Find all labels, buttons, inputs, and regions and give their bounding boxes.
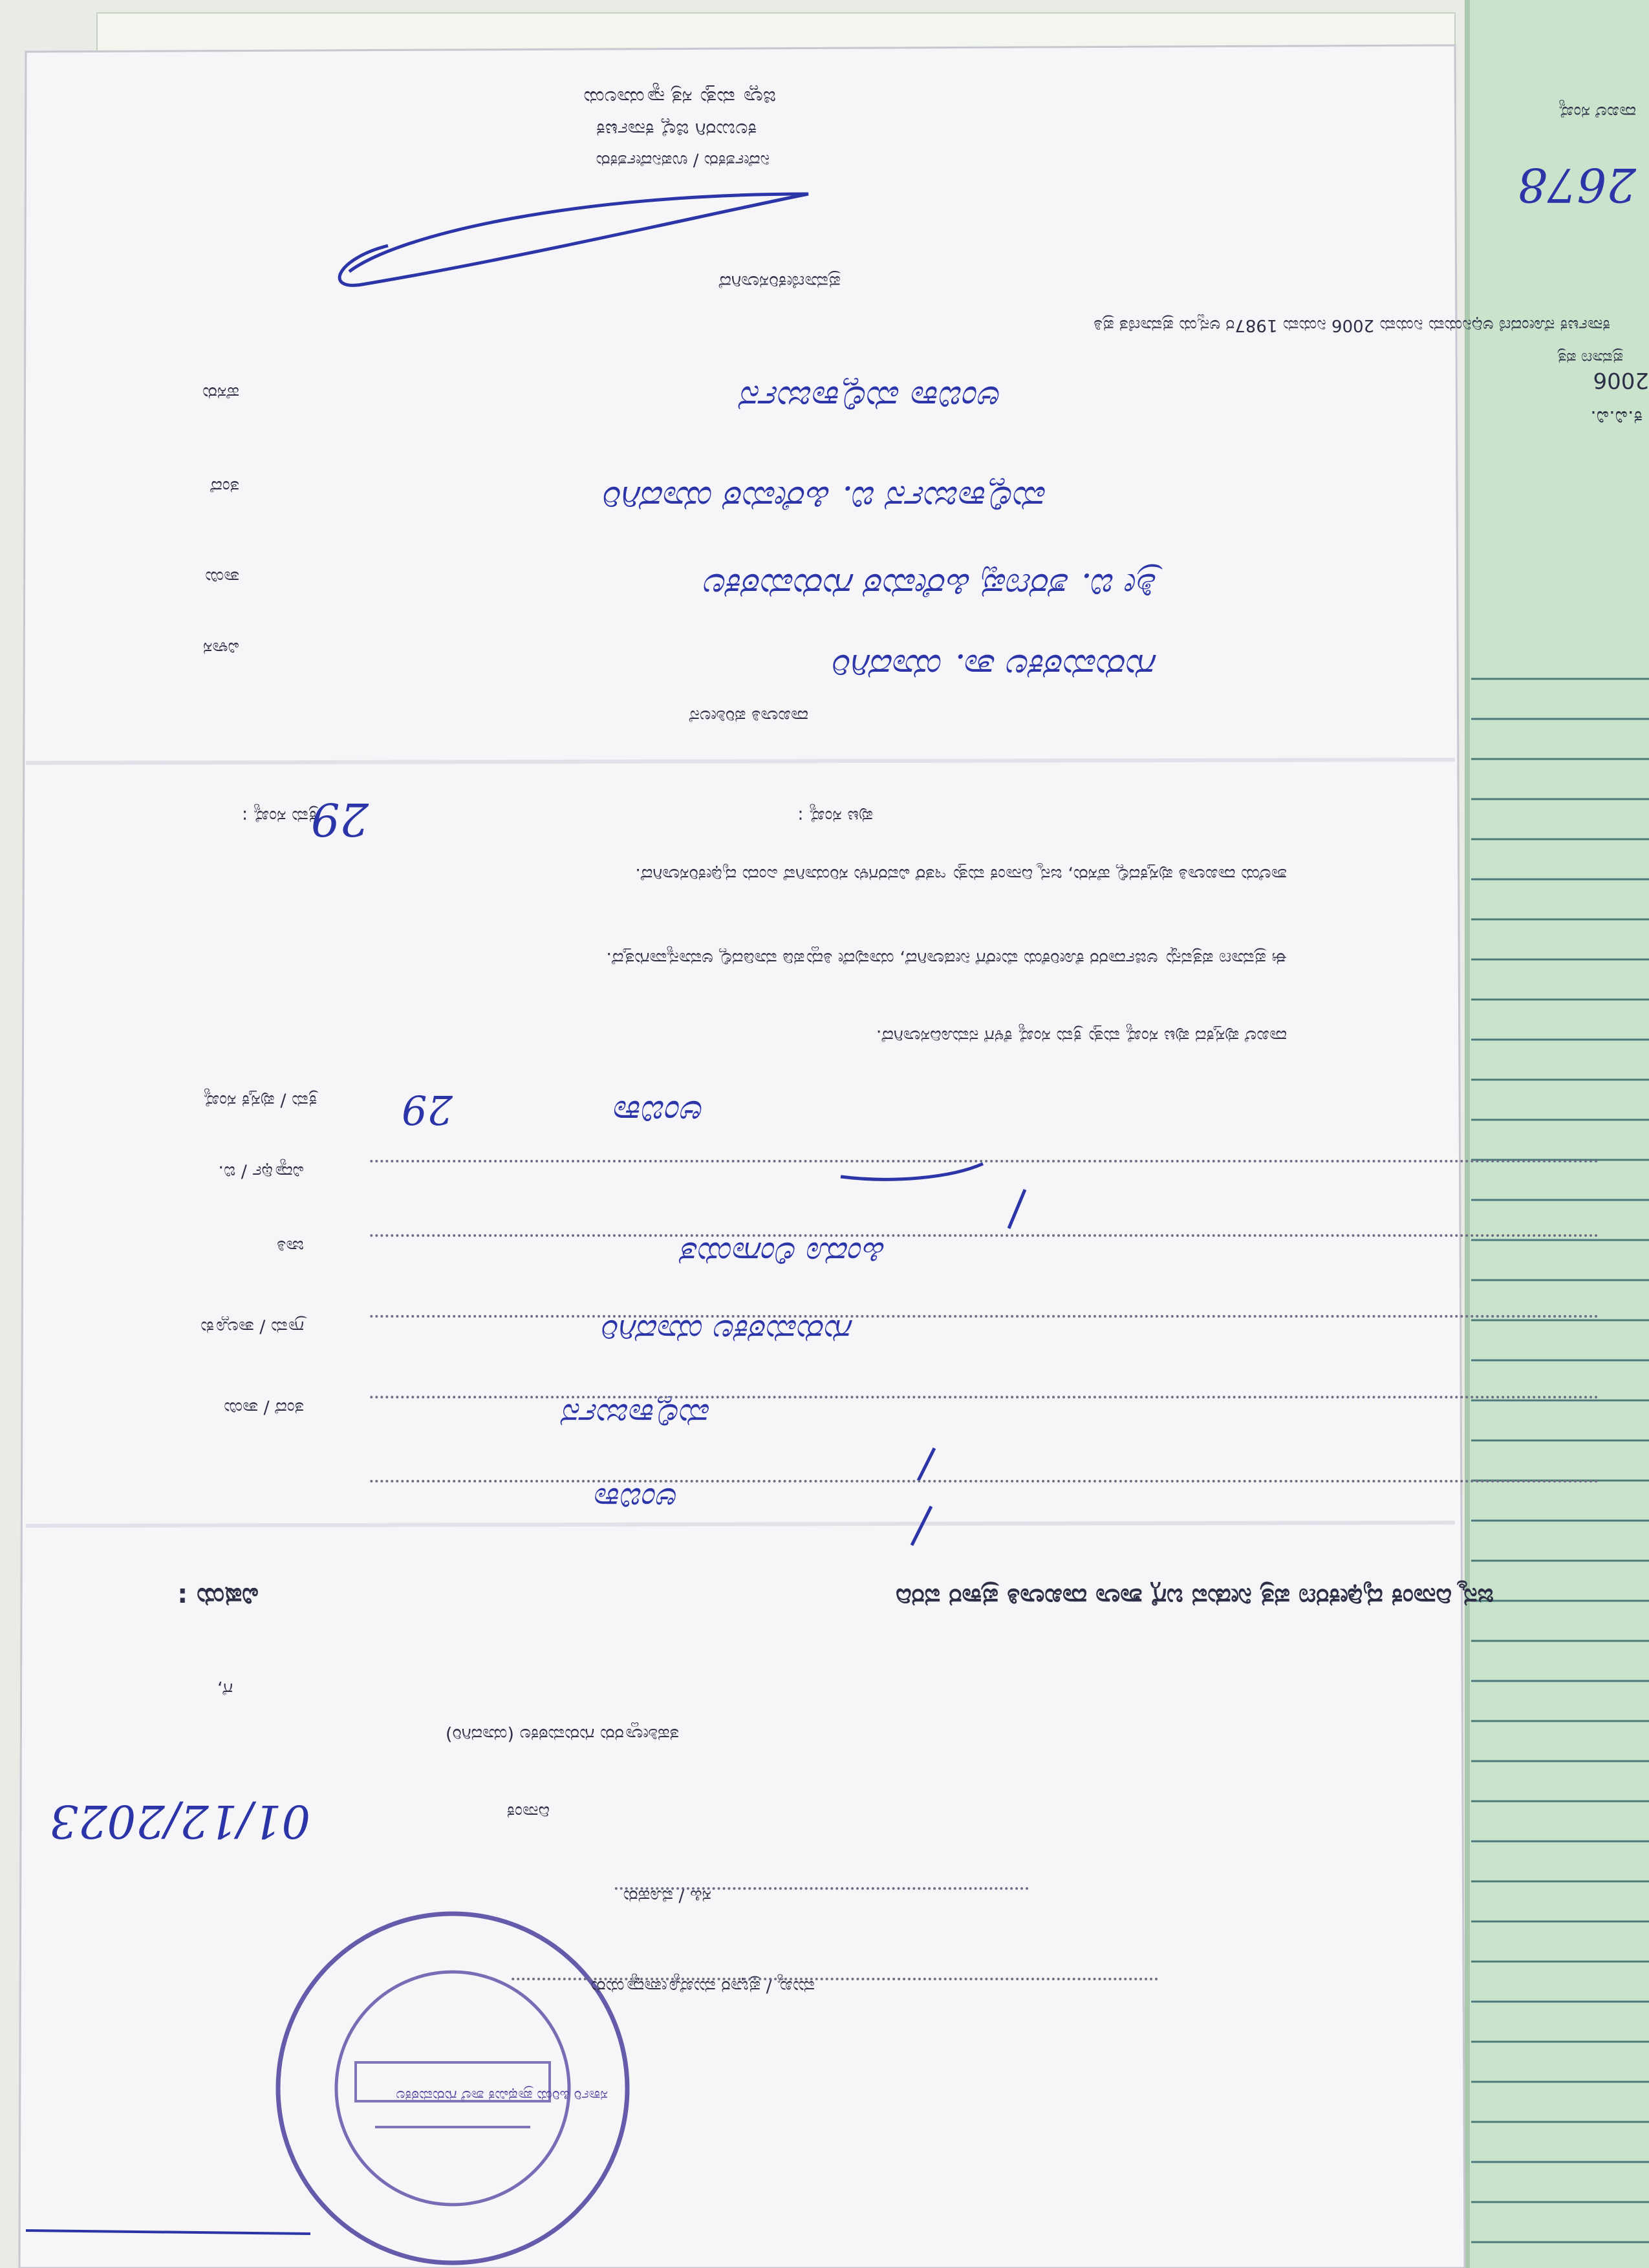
form-row-value-2: ಮಲ್ಲಿಕಾರ್ಜುನ — [563, 1396, 711, 1434]
to-line: ಗೆ, — [217, 1679, 233, 1699]
seal-text: ಸರ್ಕಾರಿ ಹಿರಿಯ ಪ್ರಾಥಮಿಕ ಶಾಲೆ ಗುರುಮಠಕಲ — [396, 2087, 608, 2103]
register-page-label: ಪುಟ ಸಂಖ್ಯೆ : — [797, 806, 873, 826]
form-row-label-3: ಗ್ರಾಮ / ತಾಲ್ಲೂಕು — [200, 1317, 304, 1337]
handwritten-field-1: ಅಂಬಿಕಾ ಮಲ್ಲಿಕಾರ್ಜುನ — [741, 378, 1002, 419]
register-title: ದಾಖಲಾತಿ ಪರಿಶೀಲನೆ — [689, 706, 808, 726]
handwritten-field-2: ಮಲ್ಲಿಕಾರ್ಜುನ ಬಿ. ಹಿರೇಮಠ ಯಾದಗಿರಿ — [604, 478, 1048, 519]
entry-value: 29 — [402, 1086, 453, 1133]
side-sheet-number: 2678 — [1517, 158, 1636, 212]
office-line-1: ಜಿಲ್ಲಾ ಮತ್ತು ಸತ್ರ ನ್ಯಾಯಾಲಯ — [583, 86, 776, 109]
body-line-3: ದಾಖಲೆ ಪುಸ್ತಕದ ಪುಟ ಸಂಖ್ಯೆ ಮತ್ತು ಕ್ರಮ ಸಂಖ್ಯೆ ಕೆಳಗೆ ನಮೂದಿಸಲಾಗಿದೆ. — [876, 1026, 1287, 1046]
side-sheet-misc-2: ಪ್ರಮಾಣ ಪತ್ರ — [1557, 349, 1623, 367]
subject-text: ಜನ್ಮ ದಿನಾಂಕ ದೃಢೀಕರಣ ಪತ್ರ ನೀಡುವ ಬಗ್ಗೆ ಶಾಲಾ ದಾಖಲಾತಿ ಪ್ರಕಾರ ವರದಿ — [896, 1583, 1494, 1612]
sign-dots-2 — [614, 1887, 1028, 1890]
register-number-label: ಕ್ರಮ ಸಂಖ್ಯೆ : — [242, 806, 317, 826]
form-row-dots-4 — [369, 1234, 1597, 1237]
subject-label: ವಿಷಯ : — [177, 1582, 259, 1612]
form-row-value-4: ಹಿಂದೂ ಲಿಂಗಾಯತ — [682, 1235, 886, 1272]
form-row-dots-3 — [369, 1315, 1597, 1318]
sign-label-2: ಸಹಿ / ಮೊಹರು — [623, 1886, 711, 1906]
sign-dots-1 — [511, 1978, 1158, 1980]
signature-word: ಅಂಬಿಕಾ — [614, 1093, 705, 1133]
handwritten-field-3: ಶ್ರೀ ಬಿ. ಶರಣಪ್ಪ ಹಿರೇಮಠ ಗುರುಮಠಕಲ — [705, 566, 1158, 606]
body-line-2: ಈ ಪ್ರಮಾಣ ಪತ್ರವನ್ನು ಅರ್ಜಿದಾರರ ಕೋರಿಕೆಯ ಮೇರೆಗೆ ನೀಡಲಾಗಿದೆ, ಯಾವುದೇ ತಿದ್ದುಪಡಿ ಮಾಡಿದಲ್ಲಿ ಅಮಾನ್ಯವಾಗುತ್ತದೆ. — [606, 948, 1287, 968]
form-row-dots-1 — [369, 1160, 1597, 1162]
field-label-2: ತಂದೆ — [210, 476, 239, 497]
office-line-3: ನಿರ್ದೇಶಕರು / ಉಪನಿರ್ದೇಶಕರು — [596, 151, 770, 170]
form-row-label-4: ಜಾತಿ — [277, 1236, 304, 1256]
side-sheet-misc-1: ಕ.ವಿ.ವಿ. — [1590, 406, 1643, 429]
field-label-4: ವಿಳಾಸ — [203, 638, 239, 658]
date-label: ದಿನಾಂಕ — [506, 1802, 550, 1822]
form-row-label-2: ತಂದೆ / ತಾಯಿ — [224, 1398, 304, 1418]
date-value: 01/12/2023 — [49, 1795, 310, 1848]
form-row-dots-1b — [369, 1480, 1597, 1482]
officer-line: ತಹಶೀಲ್ದಾರರು ಗುರುಮಠಕಲ (ಯಾದಗಿರಿ) — [445, 1724, 679, 1744]
office-line-2: ಕಲಬುರಗಿ ಜಿಲ್ಲೆ ಕರ್ನಾಟಕ — [596, 118, 757, 141]
field-label-1: ಹೆಸರು — [202, 383, 239, 403]
form-row-dots-2 — [369, 1396, 1597, 1398]
handwritten-field-4: ಗುರುಮಠಕಲ ತಾ. ಯಾದಗಿರಿ — [834, 647, 1158, 687]
side-sheet-label: ದಾಖಲೆ ಸಂಖ್ಯೆ — [1558, 102, 1636, 122]
notice-line: ಕರ್ನಾಟಕ ನೋಂದಣಿ ಅಧಿನಿಯಮ ನಿಯಮ 2006 ನಿಯಮ 1987ರ ಅನ್ವಯ ಪ್ರಮಾಣಿತ ಪ್ರತಿ — [1094, 316, 1610, 335]
register-number-value: 29 — [310, 793, 369, 846]
entry-label: ಕ್ರಮ / ಪುಸ್ತಕ ಸಂಖ್ಯೆ — [203, 1091, 317, 1111]
body-line-1: ಶಾಲೆಯ ದಾಖಲಾತಿ ಪುಸ್ತಕದಲ್ಲಿ ಹೆಸರು, ಜನ್ಮ ದಿನಾಂಕ ಮತ್ತು ಇತರೆ ವಿವರಗಳು ಸರಿಯಾಗಿವೆ ಎಂದು ದೃಢೀಕರಿಸಲಾಗಿದೆ. — [635, 864, 1287, 884]
side-sheet-year: 2006 — [1593, 367, 1649, 393]
side-sheet-content — [1465, 0, 1649, 2268]
form-row-value-3: ಗುರುಮಠಕಲ ಯಾದಗಿರಿ — [603, 1312, 854, 1350]
sign-label-1: ಮುಖ್ಯ / ಪ್ರಭಾರ ಮುಖ್ಯೋಪಾಧ್ಯಾಯರು — [590, 1976, 815, 1996]
field-label-3: ತಾಯಿ — [205, 567, 239, 587]
form-row-value-1: ಅಂಬಿಕಾ — [596, 1481, 679, 1518]
form-row-label-1: ವಿದ್ಯಾರ್ಥಿ / ಬಿ. — [218, 1162, 304, 1182]
issued-line: ಪ್ರಮಾಣೀಕರಿಸಲಾಗಿದೆ — [718, 272, 841, 293]
